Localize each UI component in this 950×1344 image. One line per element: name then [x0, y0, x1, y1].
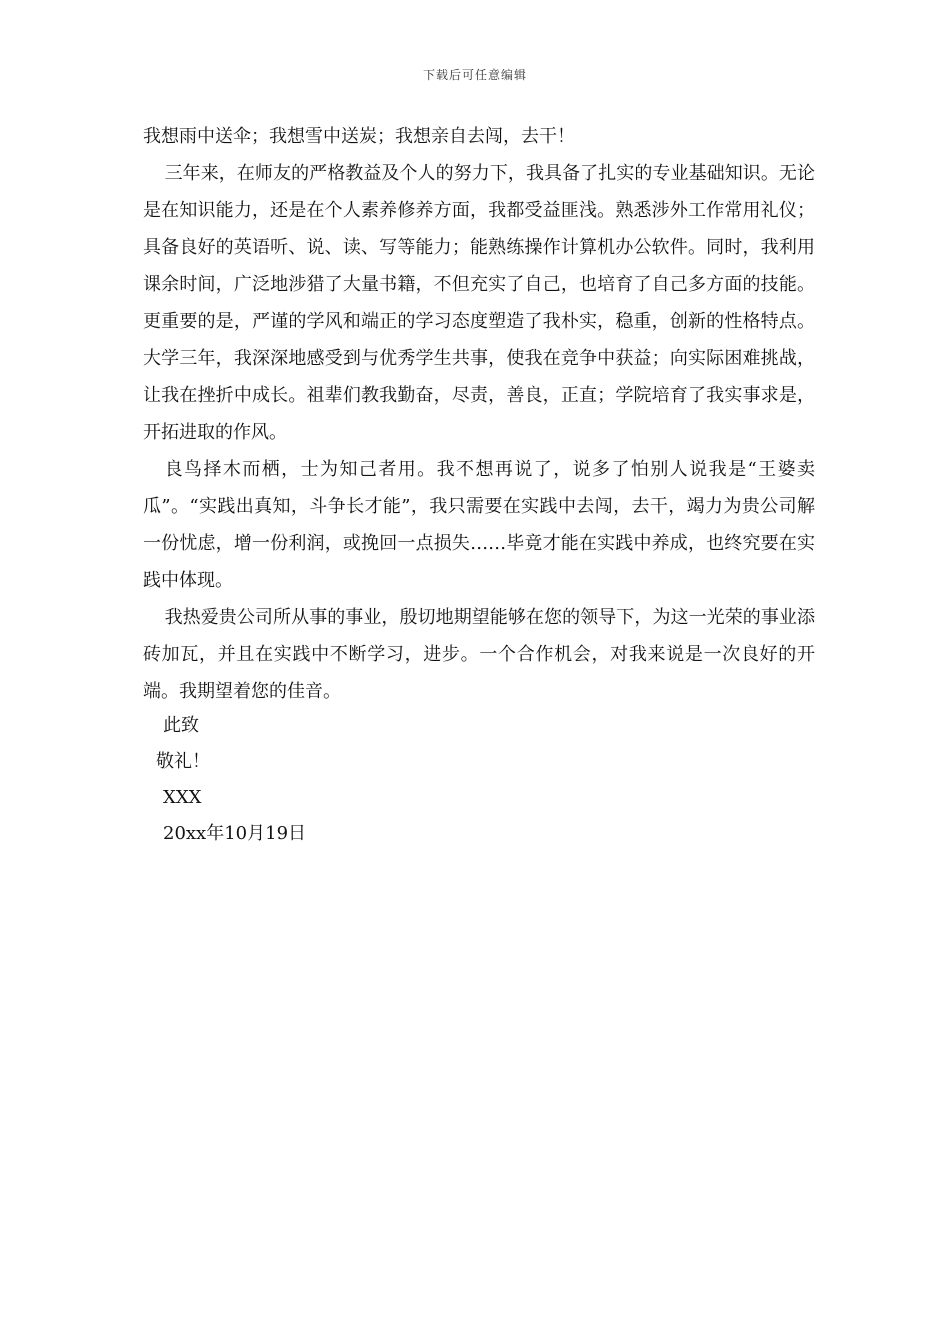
closing-regards: 敬礼！: [156, 751, 210, 772]
letter-paragraph: 我热爱贵公司所从事的事业，殷切地期望能够在您的领导下，为这一光荣的事业添砖加瓦，并且在实践中不断学习，进步。一个合作机会，对我来说是一次良好的开端。我期望着您的佳音。: [143, 607, 815, 702]
letter-paragraph: 我想雨中送伞；我想雪中送炭；我想亲自去闯，去干！: [143, 126, 575, 147]
closing-salutation: 此致: [163, 715, 199, 736]
letter-paragraph: 良鸟择木而栖，士为知己者用。我不想再说了，说多了怕别人说我是“王婆卖瓜”。“实践出真知，斗争长才能”，我只需要在实践中去闯，去干，竭力为贵公司解一份忧虑，增一份利润，或挽回一点损失……毕竟才能在实践中养成，也终究要在实践中体现。: [143, 459, 815, 591]
letter-date: 20xx年10月19日: [163, 823, 307, 844]
letter-body: [143, 118, 815, 710]
page-header: 下载后可任意编辑: [422, 68, 527, 82]
letter-paragraph: 三年来，在师友的严格教益及个人的努力下，我具备了扎实的专业基础知识。无论是在知识能力，还是在个人素养修养方面，我都受益匪浅。熟悉涉外工作常用礼仪；具备良好的英语听、说、读、写等能力；能熟练操作计算机办公软件。同时，我利用课余时间，广泛地涉猎了大量书籍，不但充实了自己，也培育了自己多方面的技能。更重要的是，严谨的学风和端正的学习态度塑造了我朴实，稳重，创新的性格特点。大学三年，我深深地感受到与优秀学生共事，使我在竞争中获益；向实际困难挑战，让我在挫折中成长。祖辈们教我勤奋，尽责，善良，正直；学院培育了我实事求是，开拓进取的作风。: [143, 163, 815, 443]
signature: XXX: [163, 787, 202, 808]
